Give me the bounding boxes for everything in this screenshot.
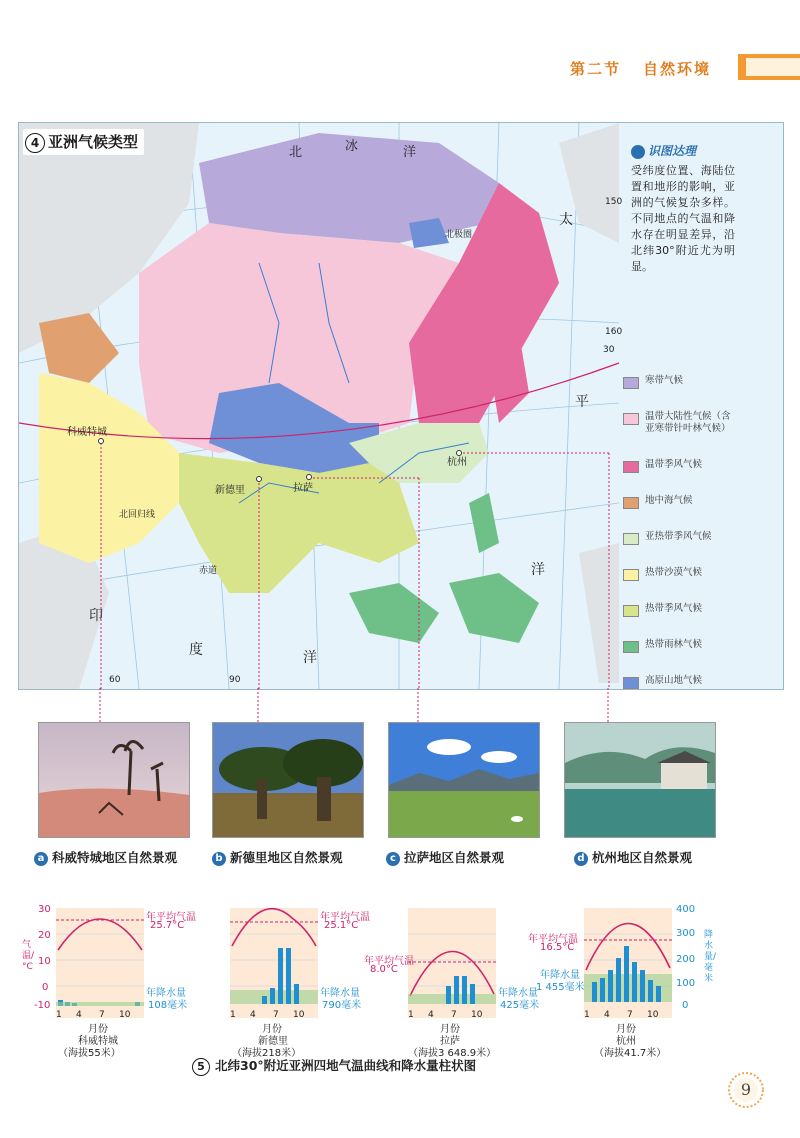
legend-label: 高原山地气候 — [645, 675, 703, 686]
label-newdelhi: 新德里 — [215, 485, 245, 496]
legend-item — [623, 639, 743, 675]
tick-temp: -10 — [34, 1000, 51, 1011]
plateau-photo — [389, 723, 539, 837]
legend-label: 地中海气候 — [645, 495, 693, 506]
legend-label: 热带沙漠气候 — [645, 567, 703, 578]
lhasa-precip-value: 425毫米 — [500, 1000, 540, 1011]
photo-newdelhi — [212, 722, 364, 838]
temp-axis-label: 气温/°C — [22, 940, 35, 972]
month-ticks-hangzhou: 1 4 7 10 — [584, 1010, 659, 1020]
precip-axis-label: 降水量/毫米 — [704, 930, 717, 984]
newdelhi-temp-value: 25.1°C — [324, 920, 359, 931]
label-lon160: 160 — [605, 327, 623, 337]
figure5-number: 5 — [192, 1058, 210, 1076]
globe-icon — [631, 145, 645, 159]
alt-hangzhou: （海拔41.7米） — [594, 1048, 667, 1059]
alt-lhasa: （海拔3 648.9米） — [408, 1048, 497, 1059]
legend-label: 亚热带季风气候 — [645, 531, 712, 542]
lhasa-temp-value: 8.0°C — [370, 964, 398, 975]
asia-climate-map — [18, 122, 784, 690]
legend-item — [623, 459, 743, 495]
climate-chart-lhasa — [408, 908, 496, 1018]
label-indian-1: 印 — [89, 608, 103, 624]
photo-kuwait — [38, 722, 190, 838]
tick-precip: 400 — [676, 904, 696, 915]
lhasa-precip-label: 年降水量 — [498, 988, 538, 999]
label-lhasa: 拉萨 — [293, 483, 313, 494]
city-hangzhou: 杭州 — [616, 1036, 636, 1047]
tick-temp: 0 — [42, 982, 49, 993]
label-lon60: 60 — [109, 675, 121, 685]
kuwait-temp-value: 25.7°C — [150, 920, 185, 931]
section-label: 第二节 — [570, 60, 622, 78]
kuwait-temp-label: 年平均气温 — [146, 912, 196, 923]
alt-kuwait: （海拔55米） — [58, 1048, 121, 1059]
page-header — [570, 58, 733, 79]
city-newdelhi: 新德里 — [258, 1036, 288, 1047]
tick-temp: 30 — [38, 904, 51, 915]
legend-swatch — [623, 605, 639, 617]
caption-letter: d — [574, 852, 588, 866]
newdelhi-temp-label: 年平均气温 — [320, 912, 370, 923]
alt-newdelhi: （海拔218米） — [232, 1048, 302, 1059]
tick-precip: 300 — [676, 928, 696, 939]
tick-temp: 20 — [38, 930, 51, 941]
hangzhou-temp-value: 16.5°C — [540, 942, 575, 953]
label-equator: 赤道 — [199, 566, 218, 576]
water-town-photo — [565, 723, 715, 837]
label-lon90: 90 — [229, 675, 241, 685]
month-label: 月份 — [616, 1024, 636, 1035]
label-pacific-1: 太 — [559, 212, 573, 228]
label-indian-2: 度 — [189, 642, 203, 658]
caption-d — [574, 848, 692, 866]
caption-letter: a — [34, 852, 48, 866]
newdelhi-precip-value: 790毫米 — [322, 1000, 362, 1011]
savanna-photo — [213, 723, 363, 837]
tick-precip: 100 — [676, 978, 696, 989]
map-note-text: 受纬度位置、海陆位置和地形的影响，亚洲的气候复杂多样。不同地点的气温和降水存在明显差异，沿北纬30°附近尤为明显。 — [631, 164, 735, 273]
legend-label: 热带季风气候 — [645, 603, 703, 614]
tick-precip: 200 — [676, 954, 696, 965]
legend-swatch — [623, 533, 639, 545]
caption-text: 杭州地区自然景观 — [592, 850, 693, 865]
page-number: 9 — [740, 1080, 752, 1099]
figure5-caption — [192, 1056, 476, 1076]
month-label: 月份 — [440, 1024, 460, 1035]
label-lon150: 150 — [605, 197, 623, 207]
kuwait-precip-value: 108毫米 — [148, 1000, 188, 1011]
header-accent-inner — [746, 58, 800, 76]
legend-item — [623, 375, 743, 411]
label-tropic: 北回归线 — [119, 510, 156, 520]
legend-swatch — [623, 413, 639, 425]
legend-item — [623, 603, 743, 639]
legend-label: 温带大陆性气候（含 亚寒带针叶林气候） — [645, 411, 731, 434]
section-title: 自然环境 — [643, 60, 712, 78]
lhasa-temp-label: 年平均气温 — [364, 956, 414, 967]
label-lat30: 30 — [603, 345, 615, 355]
legend-swatch — [623, 497, 639, 509]
month-ticks-lhasa: 1 4 7 10 — [408, 1010, 483, 1020]
desert-photo — [39, 723, 189, 837]
climate-chart-kuwait — [56, 908, 144, 1018]
photo-lhasa — [388, 722, 540, 838]
label-arctic-circle: 北极圈 — [445, 230, 473, 240]
city-lhasa: 拉萨 — [440, 1036, 460, 1047]
legend-item — [623, 567, 743, 603]
caption-c — [386, 848, 504, 866]
month-label: 月份 — [88, 1024, 108, 1035]
page-number-badge — [726, 1070, 766, 1110]
label-arctic-2: 冰 — [345, 139, 359, 154]
map-legend — [623, 375, 743, 690]
legend-item — [623, 411, 743, 459]
legend-label: 寒带气候 — [645, 375, 684, 386]
legend-swatch — [623, 641, 639, 653]
hangzhou-precip-label: 年降水量 — [540, 970, 580, 981]
map-title — [23, 129, 144, 155]
hangzhou-temp-label: 年平均气温 — [528, 934, 578, 945]
map-figure-number: 4 — [25, 133, 45, 153]
caption-letter: b — [212, 852, 226, 866]
caption-b — [212, 848, 343, 866]
label-arctic-3: 洋 — [403, 145, 417, 160]
legend-item — [623, 495, 743, 531]
city-kuwait: 科威特城 — [78, 1036, 118, 1047]
caption-text: 拉萨地区自然景观 — [404, 850, 505, 865]
caption-letter: c — [386, 852, 400, 866]
kuwait-precip-label: 年降水量 — [146, 988, 186, 999]
legend-item — [623, 531, 743, 567]
legend-swatch — [623, 377, 639, 389]
label-pacific-3: 洋 — [531, 562, 545, 578]
legend-label: 温带季风气候 — [645, 459, 703, 470]
hangzhou-precip-value: 1 455毫米 — [536, 982, 585, 993]
month-label: 月份 — [262, 1024, 282, 1035]
month-ticks-newdelhi: 1 4 7 10 — [230, 1010, 305, 1020]
figure5-caption-text: 北纬30°附近亚洲四地气温曲线和降水量柱状图 — [215, 1058, 477, 1073]
photo-hangzhou — [564, 722, 716, 838]
caption-a — [34, 848, 177, 866]
legend-swatch — [623, 569, 639, 581]
map-title-text: 亚洲气候类型 — [48, 133, 139, 151]
climate-chart-hangzhou — [584, 908, 672, 1018]
tick-temp: 10 — [38, 956, 51, 967]
map-note — [631, 143, 735, 275]
map-note-heading-text: 识图达理 — [648, 144, 697, 158]
newdelhi-precip-label: 年降水量 — [320, 988, 360, 999]
caption-text: 科威特城地区自然景观 — [52, 850, 178, 865]
label-pacific-2: 平 — [575, 394, 589, 410]
label-arctic-1: 北 — [289, 145, 303, 160]
climate-charts — [0, 898, 800, 1048]
climate-chart-newdelhi — [230, 908, 318, 1018]
legend-label: 热带雨林气候 — [645, 639, 703, 650]
label-hangzhou: 杭州 — [447, 457, 467, 468]
label-indian-3: 洋 — [303, 650, 317, 666]
legend-swatch — [623, 461, 639, 473]
tick-precip: 0 — [682, 1000, 689, 1011]
caption-text: 新德里地区自然景观 — [230, 850, 343, 865]
map-note-heading — [631, 143, 735, 159]
month-ticks-kuwait: 1 4 7 10 — [56, 1010, 131, 1020]
label-kuwait: 科威特城 — [67, 427, 107, 438]
